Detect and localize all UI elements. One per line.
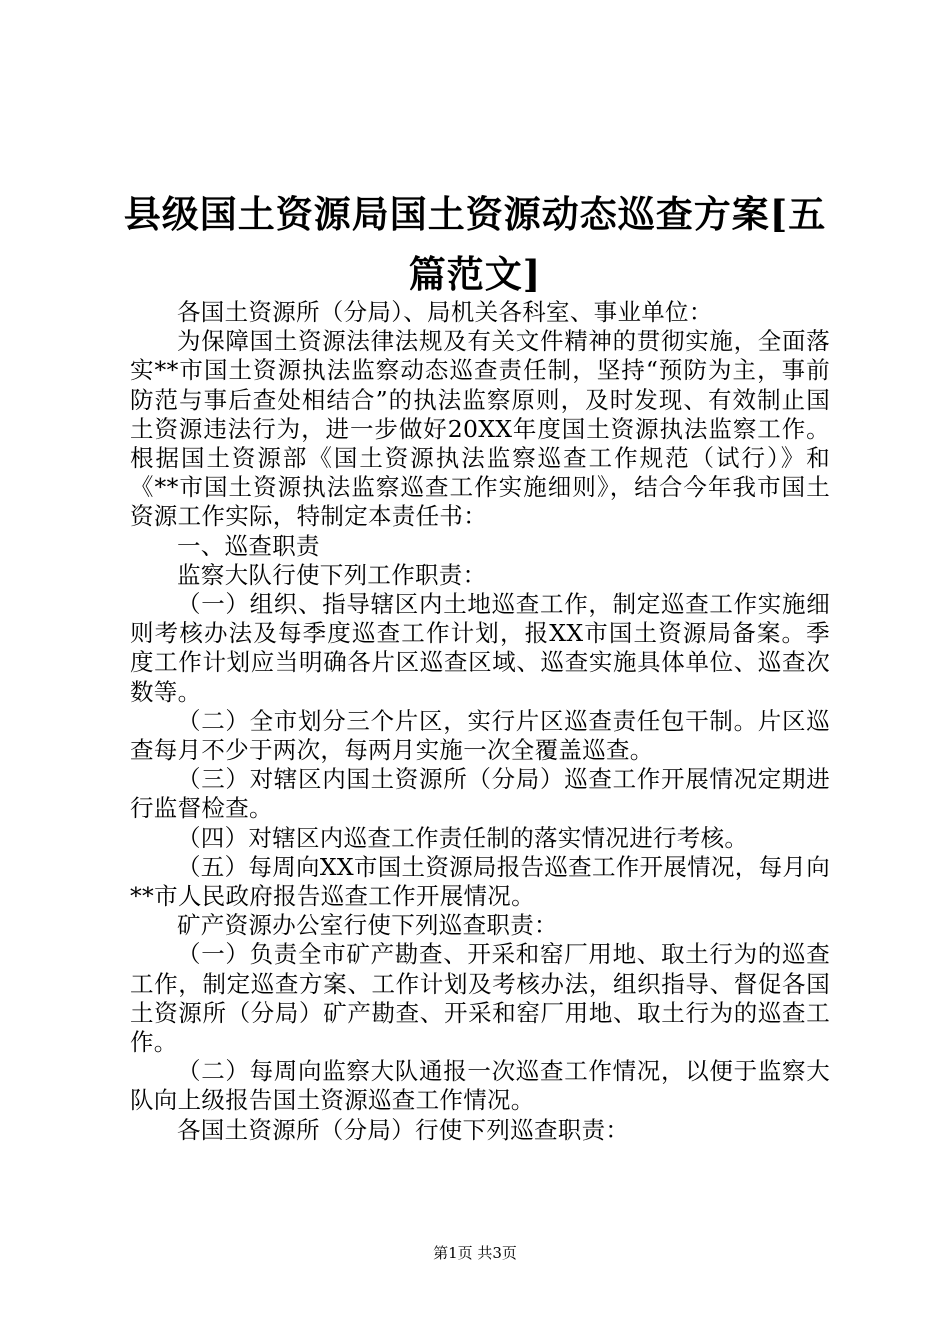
paragraph: （一）组织、指导辖区内土地巡查工作，制定巡查工作实施细则考核办法及每季度巡查工作计划，报XX市国土资源局备案。季度工作计划应当明确各片区巡查区域、巡查实施具体单位、巡查次数等。 [130,590,830,706]
paragraph: （五）每周向XX市国土资源局报告巡查工作开展情况，每月向**市人民政府报告巡查工作开展情况。 [130,852,830,911]
paragraph: 监察大队行使下列工作职责： [177,560,487,589]
document-title: 县级国土资源局国土资源动态巡查方案[五篇范文] [123,192,827,296]
page-footer: 第1页 共3页 [433,1244,517,1262]
section-heading: 一、巡查职责 [177,531,320,560]
paragraph: （二）每周向监察大队通报一次巡查工作情况，以便于监察大队向上级报告国土资源巡查工作情况。 [130,1057,830,1115]
paragraph: （三）对辖区内国土资源所（分局）巡查工作开展情况定期进行监督检查。 [130,765,830,823]
paragraph: 各国土资源所（分局）行使下列巡查职责： [177,1115,630,1144]
paragraph: 矿产资源办公室行使下列巡查职责： [177,911,558,940]
paragraph: 为保障国土资源法律法规及有关文件精神的贯彻实施，全面落实**市国土资源执法监察动态巡查责任制，坚持“预防为主，事前防范与事后查处相结合”的执法监察原则，及时发现、有效制止国土资源违法行为，进一步做好20XX年度国土资源执法监察工作。根据国土资源部《国土资源执法监察巡查工作规范（试行）》和《**市国土资源执法监察巡查工作实施细则》，结合今年我市国土资源工作实际，特制定本责任书： [130,327,830,531]
document-body [130,298,830,1145]
paragraph: （四）对辖区内巡查工作责任制的落实情况进行考核。 [177,823,749,852]
paragraph: （一）负责全市矿产勘查、开采和窑厂用地、取土行为的巡查工作，制定巡查方案、工作计划及考核办法，组织指导、督促各国土资源所（分局）矿产勘查、开采和窑厂用地、取土行为的巡查工作。 [130,940,830,1057]
paragraph: （二）全市划分三个片区，实行片区巡查责任包干制。片区巡查每月不少于两次，每两月实施一次全覆盖巡查。 [130,706,830,765]
paragraph: 各国土资源所（分局）、局机关各科室、事业单位： [177,298,713,326]
